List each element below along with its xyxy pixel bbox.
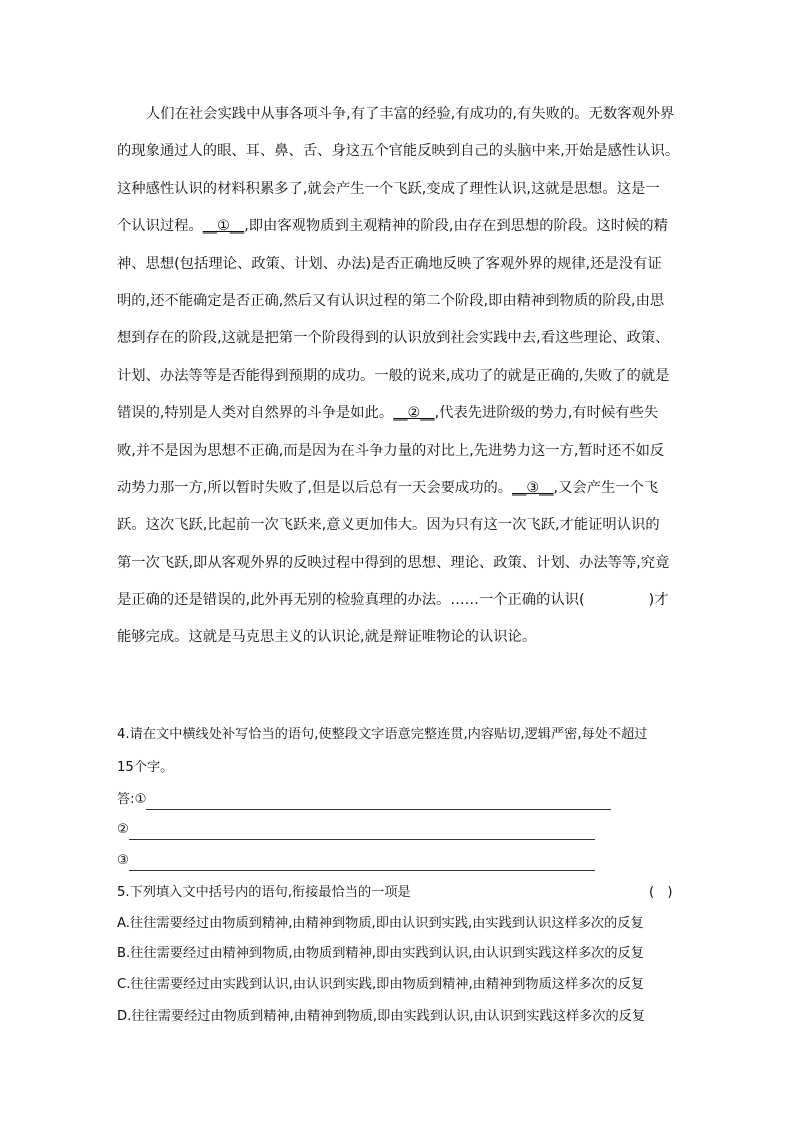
answer-label-1: 答:① [117,792,147,807]
fill-blank-3: __③__ [512,479,554,496]
passage-line: 计划、办法等等是否能得到预期的成功。一般的说来,成功了的就是正确的,失败了的就是 [117,367,670,384]
answer-underline[interactable] [129,824,595,840]
passage-line: 跃。这次飞跃,比起前一次飞跃来,意义更加伟大。因为只有这一次飞跃,才能证明认识的 [117,517,660,534]
passage-text: ,又会产生一个飞 [553,479,659,496]
question-4-stem: 4.请在文中横线处补写恰当的语句,使整段文字语意完整连贯,内容贴切,逻辑严密,每处不超过 [117,727,648,742]
passage-line: 能够完成。这就是马克思主义的认识论,就是辩证唯物论的认识论。 [117,629,537,646]
passage-text: 错误的,特别是人类对自然界的斗争是如此。 [117,405,394,422]
passage-text: 是正确的还是错误的,此外再无别的检验真理的办法。……一个正确的认识( [117,592,585,609]
passage-line [117,582,679,619]
passage-line: 败,并不是因为思想不正确,而是因为在斗争力量的对比上,先进势力这一方,暂时还不如反 [117,442,665,459]
passage-line: 人们在社会实践中从事各项斗争,有了丰富的经验,有成功的,有失败的。无数客观外界 [146,106,675,122]
passage-line: 的现象通过人的眼、耳、鼻、舌、身这五个官能反映到自己的头脑中来,开始是感性认识。 [117,143,680,160]
passage-text: )才 [648,592,669,609]
passage-line: 第一次飞跃,即从客观外界的反映过程中得到的思想、理论、政策、计划、办法等等,究竟 [117,554,670,571]
option-a: A.往往需要经过由物质到精神,由精神到物质,即由认识到实践,由实践到认识这样多次的反复 [117,916,644,931]
passage-line [117,395,679,432]
reading-passage [117,96,679,657]
passage-line: 明的,还不能确定是否正确,然后又有认识过程的第二个阶段,即由精神到物质的阶段,由思 [117,292,665,309]
option-d: D.往往需要经过由物质到精神,由精神到物质,即由实践到认识,由认识到实践这样多次的反复 [117,1009,646,1024]
answer-label-3: ③ [117,853,129,868]
answer-line-3 [117,851,595,871]
answer-line-2 [117,820,595,840]
passage-text: 个认识过程。 [117,218,203,235]
fill-blank-2: __②__ [393,405,435,422]
question-4-stem-cont: 15个字。 [117,760,174,775]
passage-line [117,208,679,245]
fill-blank-1: __①__ [202,218,245,235]
answer-underline[interactable] [146,794,611,810]
passage-line: 想到存在的阶段,这就是把第一个阶段得到的认识放到社会实践中去,看这些理论、政策、 [117,330,670,347]
passage-line: 神、思想(包括理论、政策、计划、办法)是否正确地反映了客观外界的规律,还是没有证 [117,255,662,272]
passage-text: ,代表先进阶级的势力,有时候有些失 [434,405,659,422]
answer-underline[interactable] [129,855,595,871]
passage-line [117,470,679,507]
option-c: C.往往需要经过由实践到认识,由认识到实践,即由物质到精神,由精神到物质这样多次的反复 [117,977,645,992]
passage-text: 动势力那一方,所以暂时失败了,但是以后总有一天会要成功的。 [117,479,513,496]
passage-text: ,即由客观物质到主观精神的阶段,由存在到思想的阶段。这时候的精 [244,218,668,235]
answer-line-1 [117,790,611,810]
passage-line: 这种感性认识的材料积累多了,就会产生一个飞跃,变成了理性认识,这就是思想。这是一 [117,180,660,197]
option-b: B.往往需要经过由精神到物质,由物质到精神,即由实践到认识,由认识到实践这样多次的反复 [117,946,644,961]
answer-bracket: ( ) [649,885,673,900]
answer-label-2: ② [117,822,129,837]
question-5-stem: 5.下列填入文中括号内的语句,衔接最恰当的一项是 [117,885,411,900]
